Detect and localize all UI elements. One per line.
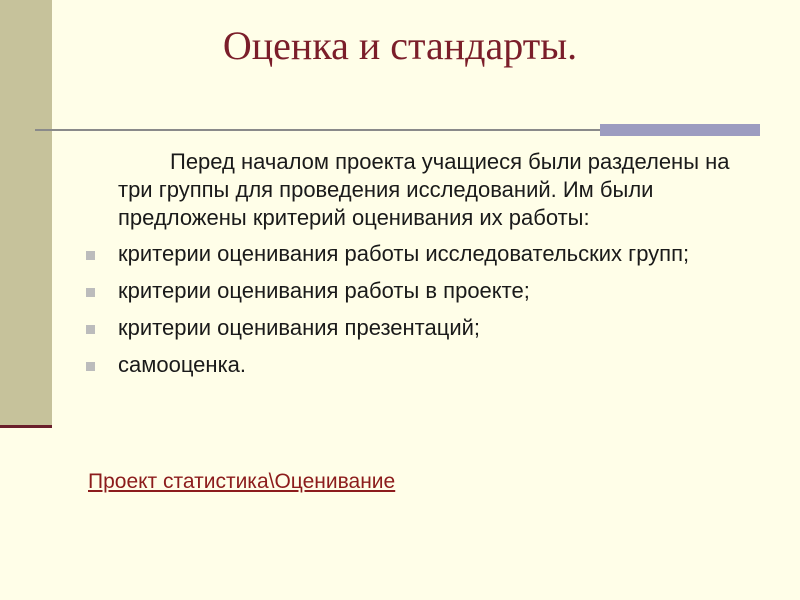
title-divider-block — [600, 124, 760, 136]
project-evaluation-link[interactable]: Проект статистика\Оценивание — [88, 470, 396, 493]
list-item-text: критерии оценивания работы в проекте; — [118, 278, 530, 303]
list-item — [118, 314, 758, 342]
square-bullet-icon — [86, 251, 95, 260]
title-divider-line — [35, 129, 600, 131]
list-item-text: самооценка. — [118, 352, 247, 377]
list-item-text: критерии оценивания работы исследовательских групп; — [118, 241, 690, 266]
list-item — [118, 240, 758, 268]
square-bullet-icon — [86, 362, 95, 371]
list-item — [118, 351, 758, 379]
square-bullet-icon — [86, 325, 95, 334]
criteria-list — [118, 240, 758, 379]
slide-title: Оценка и стандарты. — [222, 23, 578, 68]
list-item-text: критерии оценивания презентаций; — [118, 315, 481, 340]
left-bar-accent-line — [0, 425, 52, 428]
list-item — [118, 277, 758, 305]
intro-paragraph: Перед началом проекта учащиеся были разделены на три группы для проведения исследований. Им были предложены критерий оценивания их работы: — [118, 149, 730, 230]
square-bullet-icon — [86, 288, 95, 297]
slide-body — [118, 148, 758, 388]
